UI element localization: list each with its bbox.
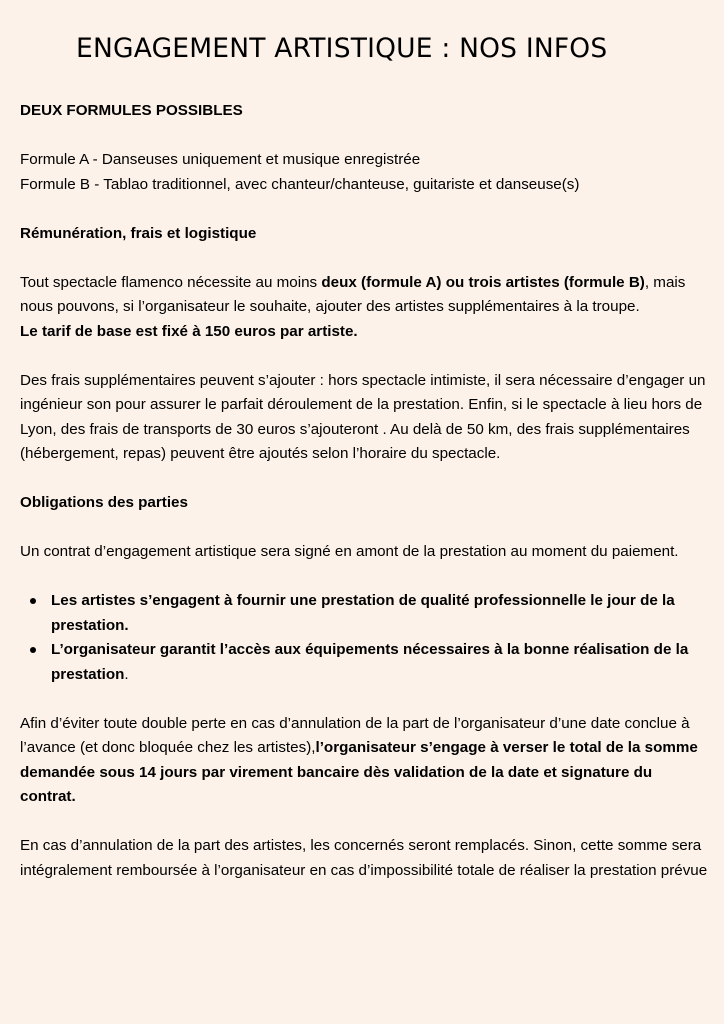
- list-item: [51, 589, 710, 638]
- section-heading-remuneration: Rémunération, frais et logistique: [20, 224, 257, 242]
- bullet-icon: [30, 598, 36, 604]
- document-content: [20, 99, 710, 883]
- bullet-text: Les artistes s’engagent à fournir une prestation de qualité professionnelle le jour de la prestation.: [51, 592, 675, 634]
- annulation-artistes-paragraph: En cas d’annulation de la part des artistes, les concernés seront remplacés. Sinon, cette somme sera intégralement remboursée à l’organisateur en cas d’impossibilité totale de réaliser la prestation prévue: [20, 837, 708, 879]
- remuneration-text-1: Tout spectacle flamenco nécessite au moins: [20, 273, 322, 291]
- remuneration-text-bold: deux (formule A) ou trois artistes (formule B): [321, 273, 645, 291]
- bullet-icon: [30, 647, 36, 653]
- obligations-list: [20, 589, 710, 687]
- annulation-organisateur-paragraph: [20, 712, 710, 810]
- remuneration-text-2: , mais nous pouvons, si l’organisateur le souhaite, ajouter des artistes supplémentaires à la troupe.: [20, 273, 686, 315]
- annulation-text-1: Afin d’éviter toute double perte en cas d’annulation de la part de l’organisateur d’une date conclue à l’avance (et donc bloquée chez les artistes),: [20, 714, 690, 756]
- remuneration-paragraph: [20, 271, 710, 320]
- frais-paragraph: Des frais supplémentaires peuvent s’ajouter : hors spectacle intimiste, il sera nécessaire d’engager un ingénieur son pour assurer le parfait déroulement de la prestation. Enfin, si le spectacle à lieu hors de Lyon, des frais de transports de 30 euros s’ajouteront . Au delà de 50 km, des frais supplémentaires (hébergement, repas) peuvent être ajoutés selon l’horaire du spectacle.: [20, 371, 706, 462]
- bullet-suffix: .: [124, 665, 129, 683]
- page-title: ENGAGEMENT ARTISTIQUE : NOS INFOS: [76, 33, 608, 64]
- section-heading-obligations: Obligations des parties: [20, 494, 188, 511]
- section-heading-formules: DEUX FORMULES POSSIBLES: [20, 102, 243, 119]
- formule-a-text: Formule A - Danseuses uniquement et musique enregistrée: [20, 151, 421, 168]
- contrat-paragraph: Un contrat d’engagement artistique sera signé en amont de la prestation au moment du paiement.: [20, 543, 679, 560]
- annulation-text-bold: l’organisateur s’engage à verser le total de la somme demandée sous 14 jours par virement bancaire dès validation de la date et signature du contrat.: [20, 739, 698, 805]
- tarif-text: Le tarif de base est fixé à 150 euros par artiste.: [20, 322, 358, 340]
- formule-b-text: Formule B - Tablao traditionnel, avec chanteur/chanteuse, guitariste et danseuse(s): [20, 175, 580, 193]
- list-item: [51, 638, 710, 687]
- bullet-text: L’organisateur garantit l’accès aux équipements nécessaires à la bonne réalisation de la prestation: [51, 641, 689, 683]
